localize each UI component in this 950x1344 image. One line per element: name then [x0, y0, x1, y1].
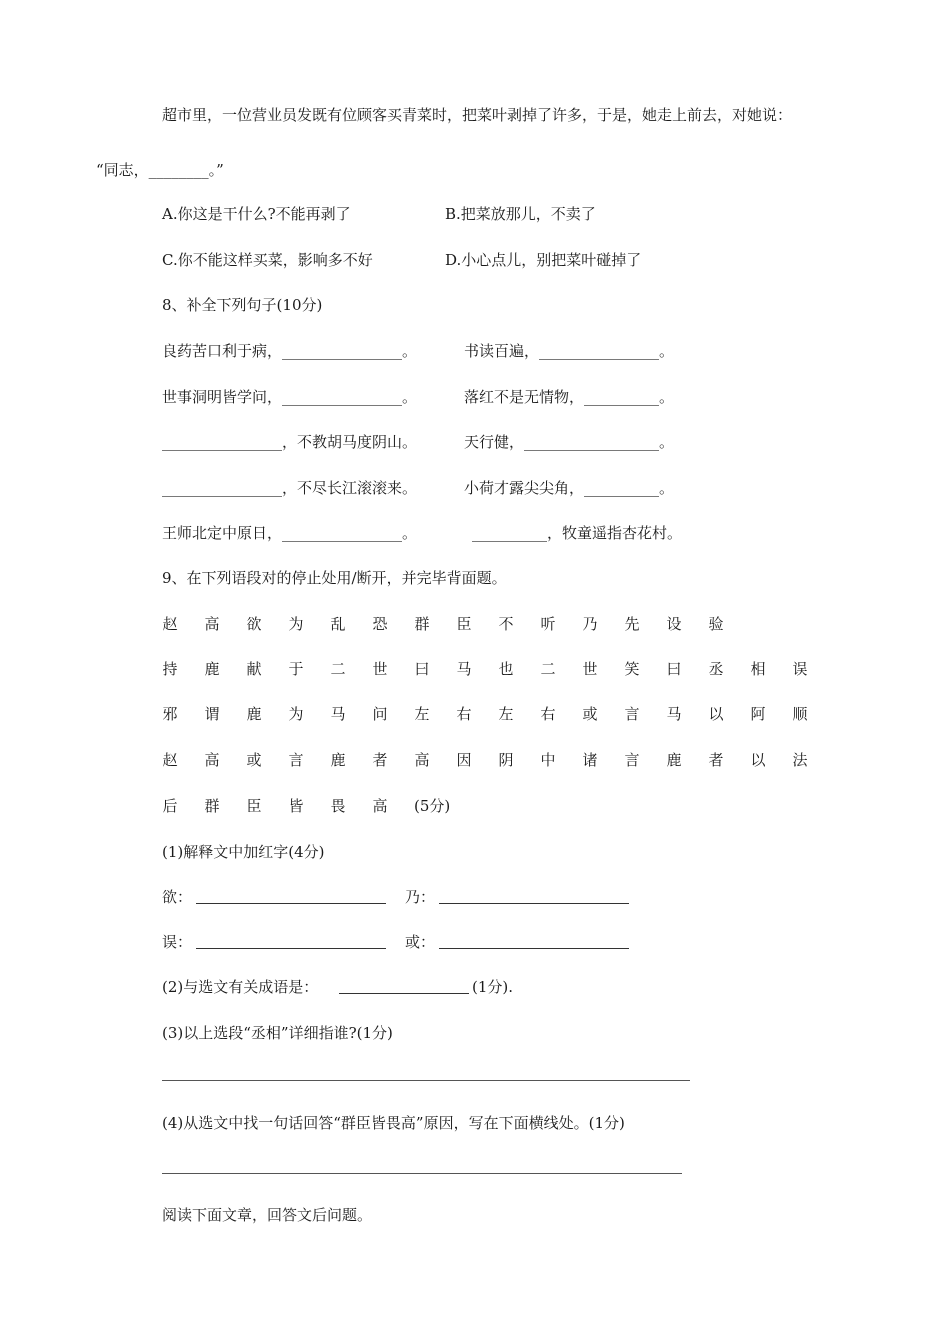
grid-char[interactable]: 验 [708, 615, 724, 633]
grid-char[interactable]: 皆 [288, 797, 304, 815]
sub1-title: (1)解释文中加红字(4分) [162, 843, 325, 861]
grid-char[interactable]: 左 [414, 705, 430, 723]
sub3-answer-line[interactable] [162, 1080, 690, 1081]
sub2-suffix: (1分). [472, 978, 514, 996]
grid-char[interactable]: 也 [498, 660, 514, 678]
grid-char[interactable]: 不 [498, 615, 514, 633]
q8-row3-left: ________________，不教胡马度阴山。 [162, 433, 418, 451]
grid-char[interactable]: 以 [708, 705, 724, 723]
q8-row5-left: 王师北定中原日，________________。 [162, 524, 418, 542]
grid-char[interactable]: 鹿 [666, 751, 682, 769]
grid-char[interactable]: 世 [582, 660, 598, 678]
grid-char[interactable]: 持 [162, 660, 178, 678]
grid-char[interactable]: 高 [204, 751, 220, 769]
q8-row3-right: 天行健，__________________。 [464, 433, 675, 451]
answer-label-yu: 欲： [162, 888, 193, 906]
grid-char[interactable]: 者 [372, 751, 388, 769]
grid-char[interactable]: 言 [624, 705, 640, 723]
grid-char[interactable]: 二 [330, 660, 346, 678]
answer-blank-wu[interactable] [196, 934, 386, 949]
grid-char[interactable]: 先 [624, 615, 640, 633]
grid-char[interactable]: 乃 [582, 615, 598, 633]
grid-char[interactable]: 欲 [246, 615, 262, 633]
grid-char[interactable]: 顺 [792, 705, 808, 723]
grid-char[interactable]: 恐 [372, 615, 388, 633]
grid-char[interactable]: 右 [456, 705, 472, 723]
grid-char[interactable]: 右 [540, 705, 556, 723]
q8-row1-right: 书读百遍，________________。 [464, 342, 675, 360]
grid-char[interactable]: 群 [204, 797, 220, 815]
grid-char[interactable]: 误 [792, 660, 808, 678]
grid-char[interactable]: 臣 [246, 797, 262, 815]
grid-char[interactable]: 高 [204, 615, 220, 633]
option-d: D.小心点儿，别把菜叶碰掉了 [445, 251, 642, 269]
grid-char[interactable]: 阿 [750, 705, 766, 723]
grid-row [0, 614, 950, 634]
grid-char[interactable]: 左 [498, 705, 514, 723]
grid-char[interactable]: 为 [288, 705, 304, 723]
grid-char[interactable]: 丞 [708, 660, 724, 678]
option-b: B.把菜放那儿，不卖了 [445, 205, 596, 223]
q8-title: 8、补全下列句子(10分) [162, 296, 323, 314]
grid-row [0, 796, 950, 816]
grid-char[interactable]: 听 [540, 615, 556, 633]
answer-label-huo: 或： [405, 933, 436, 951]
grid-char[interactable]: 为 [288, 615, 304, 633]
grid-char[interactable]: 因 [456, 751, 472, 769]
sub4-question: (4)从选文中找一句话回答“群臣皆畏高”原因，写在下面横线处。(1分) [162, 1114, 625, 1132]
q8-row2-left: 世事洞明皆学问，________________。 [162, 388, 418, 406]
q8-row1-left: 良药苦口利于病，________________。 [162, 342, 418, 360]
grid-char[interactable]: 献 [246, 660, 262, 678]
option-c: C.你不能这样买菜，影响多不好 [162, 251, 373, 269]
grid-char[interactable]: 中 [540, 751, 556, 769]
grid-char[interactable]: 或 [582, 705, 598, 723]
answer-blank-huo[interactable] [439, 934, 629, 949]
option-a: A.你这是干什么?不能再剥了 [162, 205, 351, 223]
grid-char[interactable]: 赵 [162, 751, 178, 769]
grid-char[interactable]: 曰 [414, 660, 430, 678]
q8-row5-right: __________，牧童遥指杏花村。 [472, 524, 683, 542]
grid-char[interactable]: 乱 [330, 615, 346, 633]
sub4-answer-line[interactable] [162, 1173, 682, 1174]
grid-char[interactable]: 鹿 [204, 660, 220, 678]
sub2-prefix: (2)与选文有关成语是： [162, 978, 319, 996]
intro-line-1: 超市里，一位营业员发既有位顾客买青菜时，把菜叶剥掉了许多，于是，她走上前去，对她说： [162, 106, 793, 124]
q8-row4-right: 小荷才露尖尖角，__________。 [464, 479, 675, 497]
grid-char[interactable]: 马 [330, 705, 346, 723]
grid-char[interactable]: 设 [666, 615, 682, 633]
grid-char[interactable]: 于 [288, 660, 304, 678]
intro-line-2: “同志，________。” [96, 161, 224, 179]
grid-row [0, 704, 950, 724]
grid-char[interactable]: 鹿 [330, 751, 346, 769]
grid-char[interactable]: 二 [540, 660, 556, 678]
grid-char[interactable]: 言 [288, 751, 304, 769]
grid-char[interactable]: 或 [246, 751, 262, 769]
closing-instruction: 阅读下面文章，回答文后问题。 [162, 1206, 373, 1224]
q9-title: 9、在下列语段对的停止处用/断开，并完毕背面题。 [162, 569, 507, 587]
grid-char[interactable]: 法 [792, 751, 808, 769]
grid-char[interactable]: 臣 [456, 615, 472, 633]
answer-blank-yu[interactable] [196, 889, 386, 904]
grid-char[interactable]: 笑 [624, 660, 640, 678]
grid-char[interactable]: 高 [372, 797, 388, 815]
answer-label-wu: 误： [162, 933, 193, 951]
sub3-question: (3)以上选段“丞相”详细指谁?(1分) [162, 1024, 393, 1042]
q8-row4-left: ________________，不尽长江滚滚来。 [162, 479, 418, 497]
grid-char[interactable]: 问 [372, 705, 388, 723]
grid-char[interactable]: 鹿 [246, 705, 262, 723]
grid-char[interactable]: 诸 [582, 751, 598, 769]
grid-char[interactable]: 者 [708, 751, 724, 769]
grid-char[interactable]: 言 [624, 751, 640, 769]
grid-char[interactable]: 相 [750, 660, 766, 678]
grid-char[interactable]: 以 [750, 751, 766, 769]
grid-char[interactable]: 马 [666, 705, 682, 723]
grid-char[interactable]: 邪 [162, 705, 178, 723]
grid-char[interactable]: 畏 [330, 797, 346, 815]
answer-blank-nai[interactable] [439, 889, 629, 904]
grid-char[interactable]: 高 [414, 751, 430, 769]
grid-char[interactable]: 群 [414, 615, 430, 633]
grid-char[interactable]: 谓 [204, 705, 220, 723]
grid-score: (5分) [414, 797, 451, 815]
grid-char[interactable]: 马 [456, 660, 472, 678]
grid-row [0, 659, 950, 679]
grid-char[interactable]: 后 [162, 797, 178, 815]
answer-label-nai: 乃： [405, 888, 436, 906]
grid-char[interactable]: 阴 [498, 751, 514, 769]
grid-char[interactable]: 赵 [162, 615, 178, 633]
grid-char[interactable]: 曰 [666, 660, 682, 678]
idiom-blank[interactable] [339, 979, 469, 994]
grid-char[interactable]: 世 [372, 660, 388, 678]
q8-row2-right: 落红不是无情物，__________。 [464, 388, 675, 406]
grid-row [0, 750, 950, 770]
